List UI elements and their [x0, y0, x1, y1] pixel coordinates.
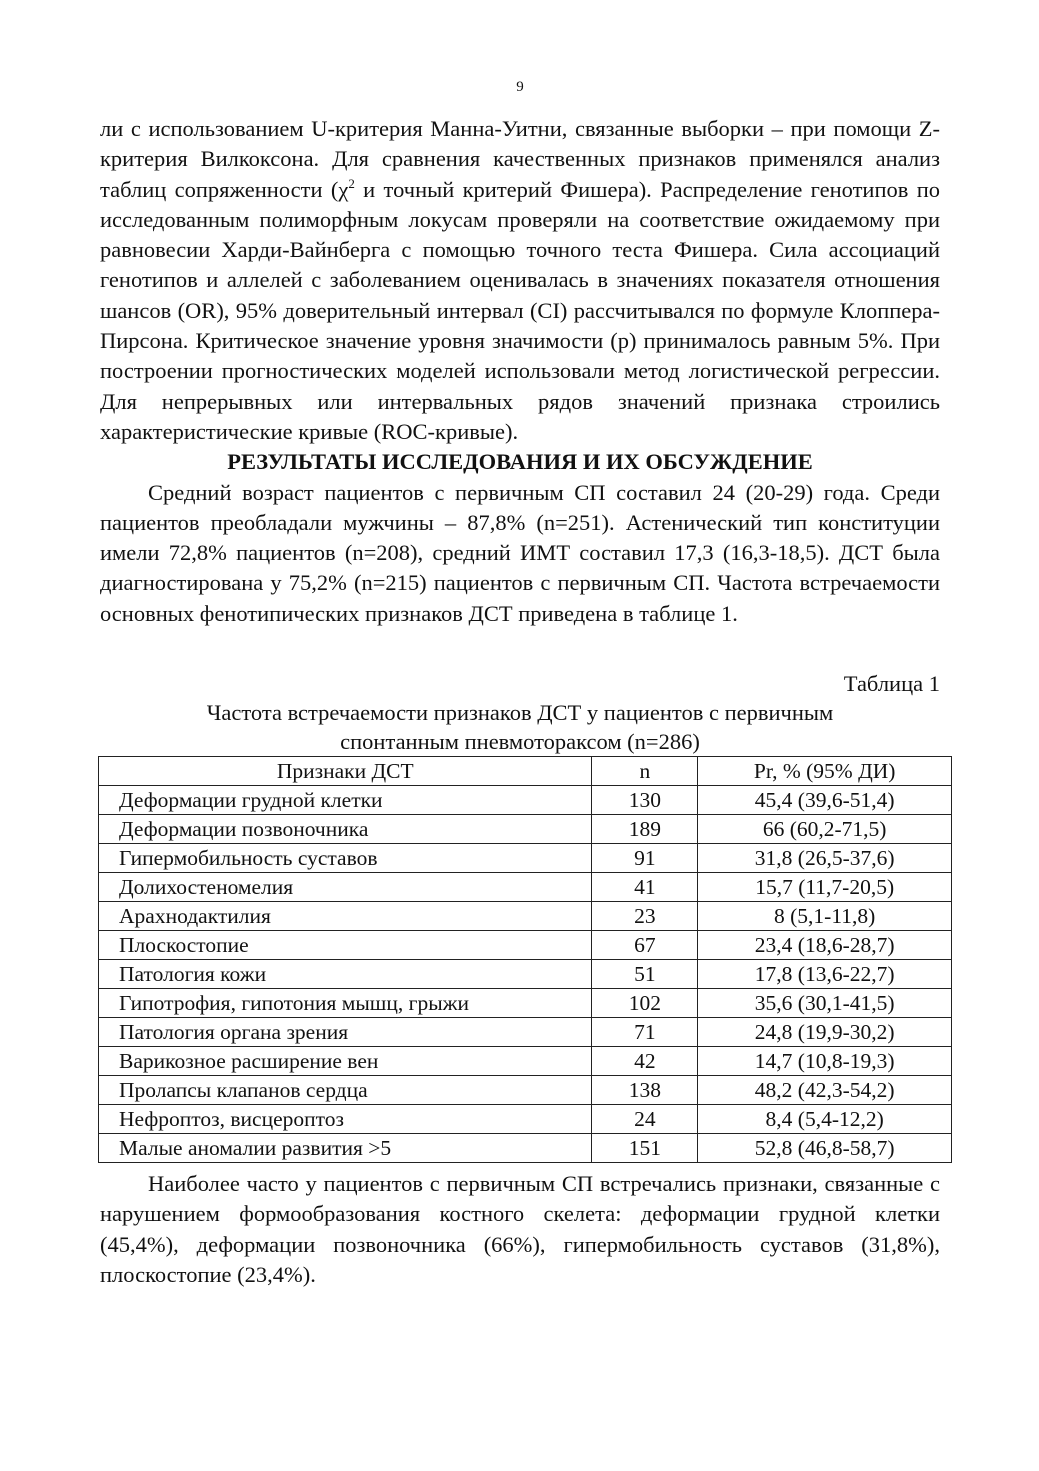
page-number: 9	[516, 79, 524, 95]
row-sign: Гипермобильность суставов	[99, 844, 592, 873]
header-n: n	[592, 757, 698, 786]
row-sign: Деформации позвоночника	[99, 815, 592, 844]
chi-square-superscript: 2	[348, 175, 355, 191]
row-sign: Арахнодактилия	[99, 902, 592, 931]
section-heading: РЕЗУЛЬТАТЫ ИССЛЕДОВАНИЯ И ИХ ОБСУЖДЕНИЕ	[227, 449, 813, 475]
dst-frequency-table	[98, 756, 952, 1163]
results-paragraph: Средний возраст пациентов с первичным СП составил 24 (20-29) года. Среди пациентов преобладали мужчины – 87,8% (n=251). Астенический тип конституции имели 72,8% пациентов (n=208), средний ИМТ составил 17,3 (16,3-18,5). ДСТ была диагностирована у 75,2% (n=215) пациентов с первичным СП. Частота встречаемости основных фенотипических признаков ДСТ приведена в таблице 1.	[100, 479, 940, 626]
table-caption-line-2: спонтанным пневмотораксом (n=286)	[340, 729, 700, 755]
row-sign: Патология кожи	[99, 960, 592, 989]
row-n: 23	[592, 902, 698, 931]
row-pr: 48,2 (42,3-54,2)	[698, 1076, 952, 1105]
table-row	[99, 844, 952, 873]
table-row	[99, 1047, 952, 1076]
row-sign: Малые аномалии развития >5	[99, 1134, 592, 1163]
methods-text-part1: ли с использованием U-критерия Манна-Уитни, связанные выборки – при помощи Z-критерия Вилкоксона. Для сравнения качественных признаков применялся анализ таблиц сопряженности (χ	[100, 116, 940, 202]
row-sign: Гипотрофия, гипотония мышц, грыжи	[99, 989, 592, 1018]
row-sign: Варикозное расширение вен	[99, 1047, 592, 1076]
row-n: 189	[592, 815, 698, 844]
row-n: 71	[592, 1018, 698, 1047]
table-row	[99, 989, 952, 1018]
row-pr: 8 (5,1-11,8)	[698, 902, 952, 931]
methods-paragraph	[100, 114, 940, 447]
table-caption	[100, 698, 940, 756]
methods-text-part2: и точный критерий Фишера). Распределение генотипов по исследованным полиморфным локусам проверяли на соответствие ожидаемому при равновесии Харди-Вайнберга с помощью точного теста Фишера. Сила ассоциаций генотипов и аллелей с заболеванием оценивалась в значениях показателя отношения шансов (OR), 95% доверительный интервал (CI) рассчитывался по формуле Клоппера-Пирсона. Критическое значение уровня значимости (p) принималось равным 5%. При построении прогностических моделей использовали метод логистической регрессии. Для непрерывных или интервальных рядов значений признака строились характеристические кривые (ROC-кривые).	[100, 176, 941, 444]
row-n: 51	[592, 960, 698, 989]
row-sign: Нефроптоз, висцероптоз	[99, 1105, 592, 1134]
table-header-row	[99, 757, 952, 786]
row-sign: Деформации грудной клетки	[99, 786, 592, 815]
row-n: 24	[592, 1105, 698, 1134]
row-n: 138	[592, 1076, 698, 1105]
table-row	[99, 902, 952, 931]
table-row	[99, 931, 952, 960]
table-row	[99, 1134, 952, 1163]
document-page	[100, 72, 940, 1290]
header-signs: Признаки ДСТ	[99, 757, 592, 786]
row-pr: 14,7 (10,8-19,3)	[698, 1047, 952, 1076]
table-row	[99, 786, 952, 815]
row-pr: 35,6 (30,1-41,5)	[698, 989, 952, 1018]
table-row	[99, 815, 952, 844]
row-n: 42	[592, 1047, 698, 1076]
row-n: 130	[592, 786, 698, 815]
table-row	[99, 960, 952, 989]
discussion-paragraph: Наиболее часто у пациентов с первичным СП встречались признаки, связанные с нарушением формообразования костного скелета: деформации грудной клетки (45,4%), деформации позвоночника (66%), гипермобильность суставов (31,8%), плоскостопие (23,4%).	[100, 1171, 940, 1287]
table-row	[99, 873, 952, 902]
row-sign: Долихостеномелия	[99, 873, 592, 902]
row-pr: 8,4 (5,4-12,2)	[698, 1105, 952, 1134]
row-pr: 15,7 (11,7-20,5)	[698, 873, 952, 902]
row-pr: 17,8 (13,6-22,7)	[698, 960, 952, 989]
table-caption-line-1: Частота встречаемости признаков ДСТ у пациентов с первичным	[206, 700, 834, 726]
row-pr: 24,8 (19,9-30,2)	[698, 1018, 952, 1047]
row-pr: 31,8 (26,5-37,6)	[698, 844, 952, 873]
row-n: 102	[592, 989, 698, 1018]
row-n: 91	[592, 844, 698, 873]
row-n: 151	[592, 1134, 698, 1163]
header-pr: Pr, % (95% ДИ)	[698, 757, 952, 786]
row-sign: Плоскостопие	[99, 931, 592, 960]
row-n: 41	[592, 873, 698, 902]
table-row	[99, 1105, 952, 1134]
row-pr: 23,4 (18,6-28,7)	[698, 931, 952, 960]
table-row	[99, 1018, 952, 1047]
row-n: 67	[592, 931, 698, 960]
table-label: Таблица 1	[843, 671, 940, 697]
row-pr: 45,4 (39,6-51,4)	[698, 786, 952, 815]
row-sign: Патология органа зрения	[99, 1018, 592, 1047]
row-sign: Пролапсы клапанов сердца	[99, 1076, 592, 1105]
row-pr: 52,8 (46,8-58,7)	[698, 1134, 952, 1163]
table-row	[99, 1076, 952, 1105]
row-pr: 66 (60,2-71,5)	[698, 815, 952, 844]
